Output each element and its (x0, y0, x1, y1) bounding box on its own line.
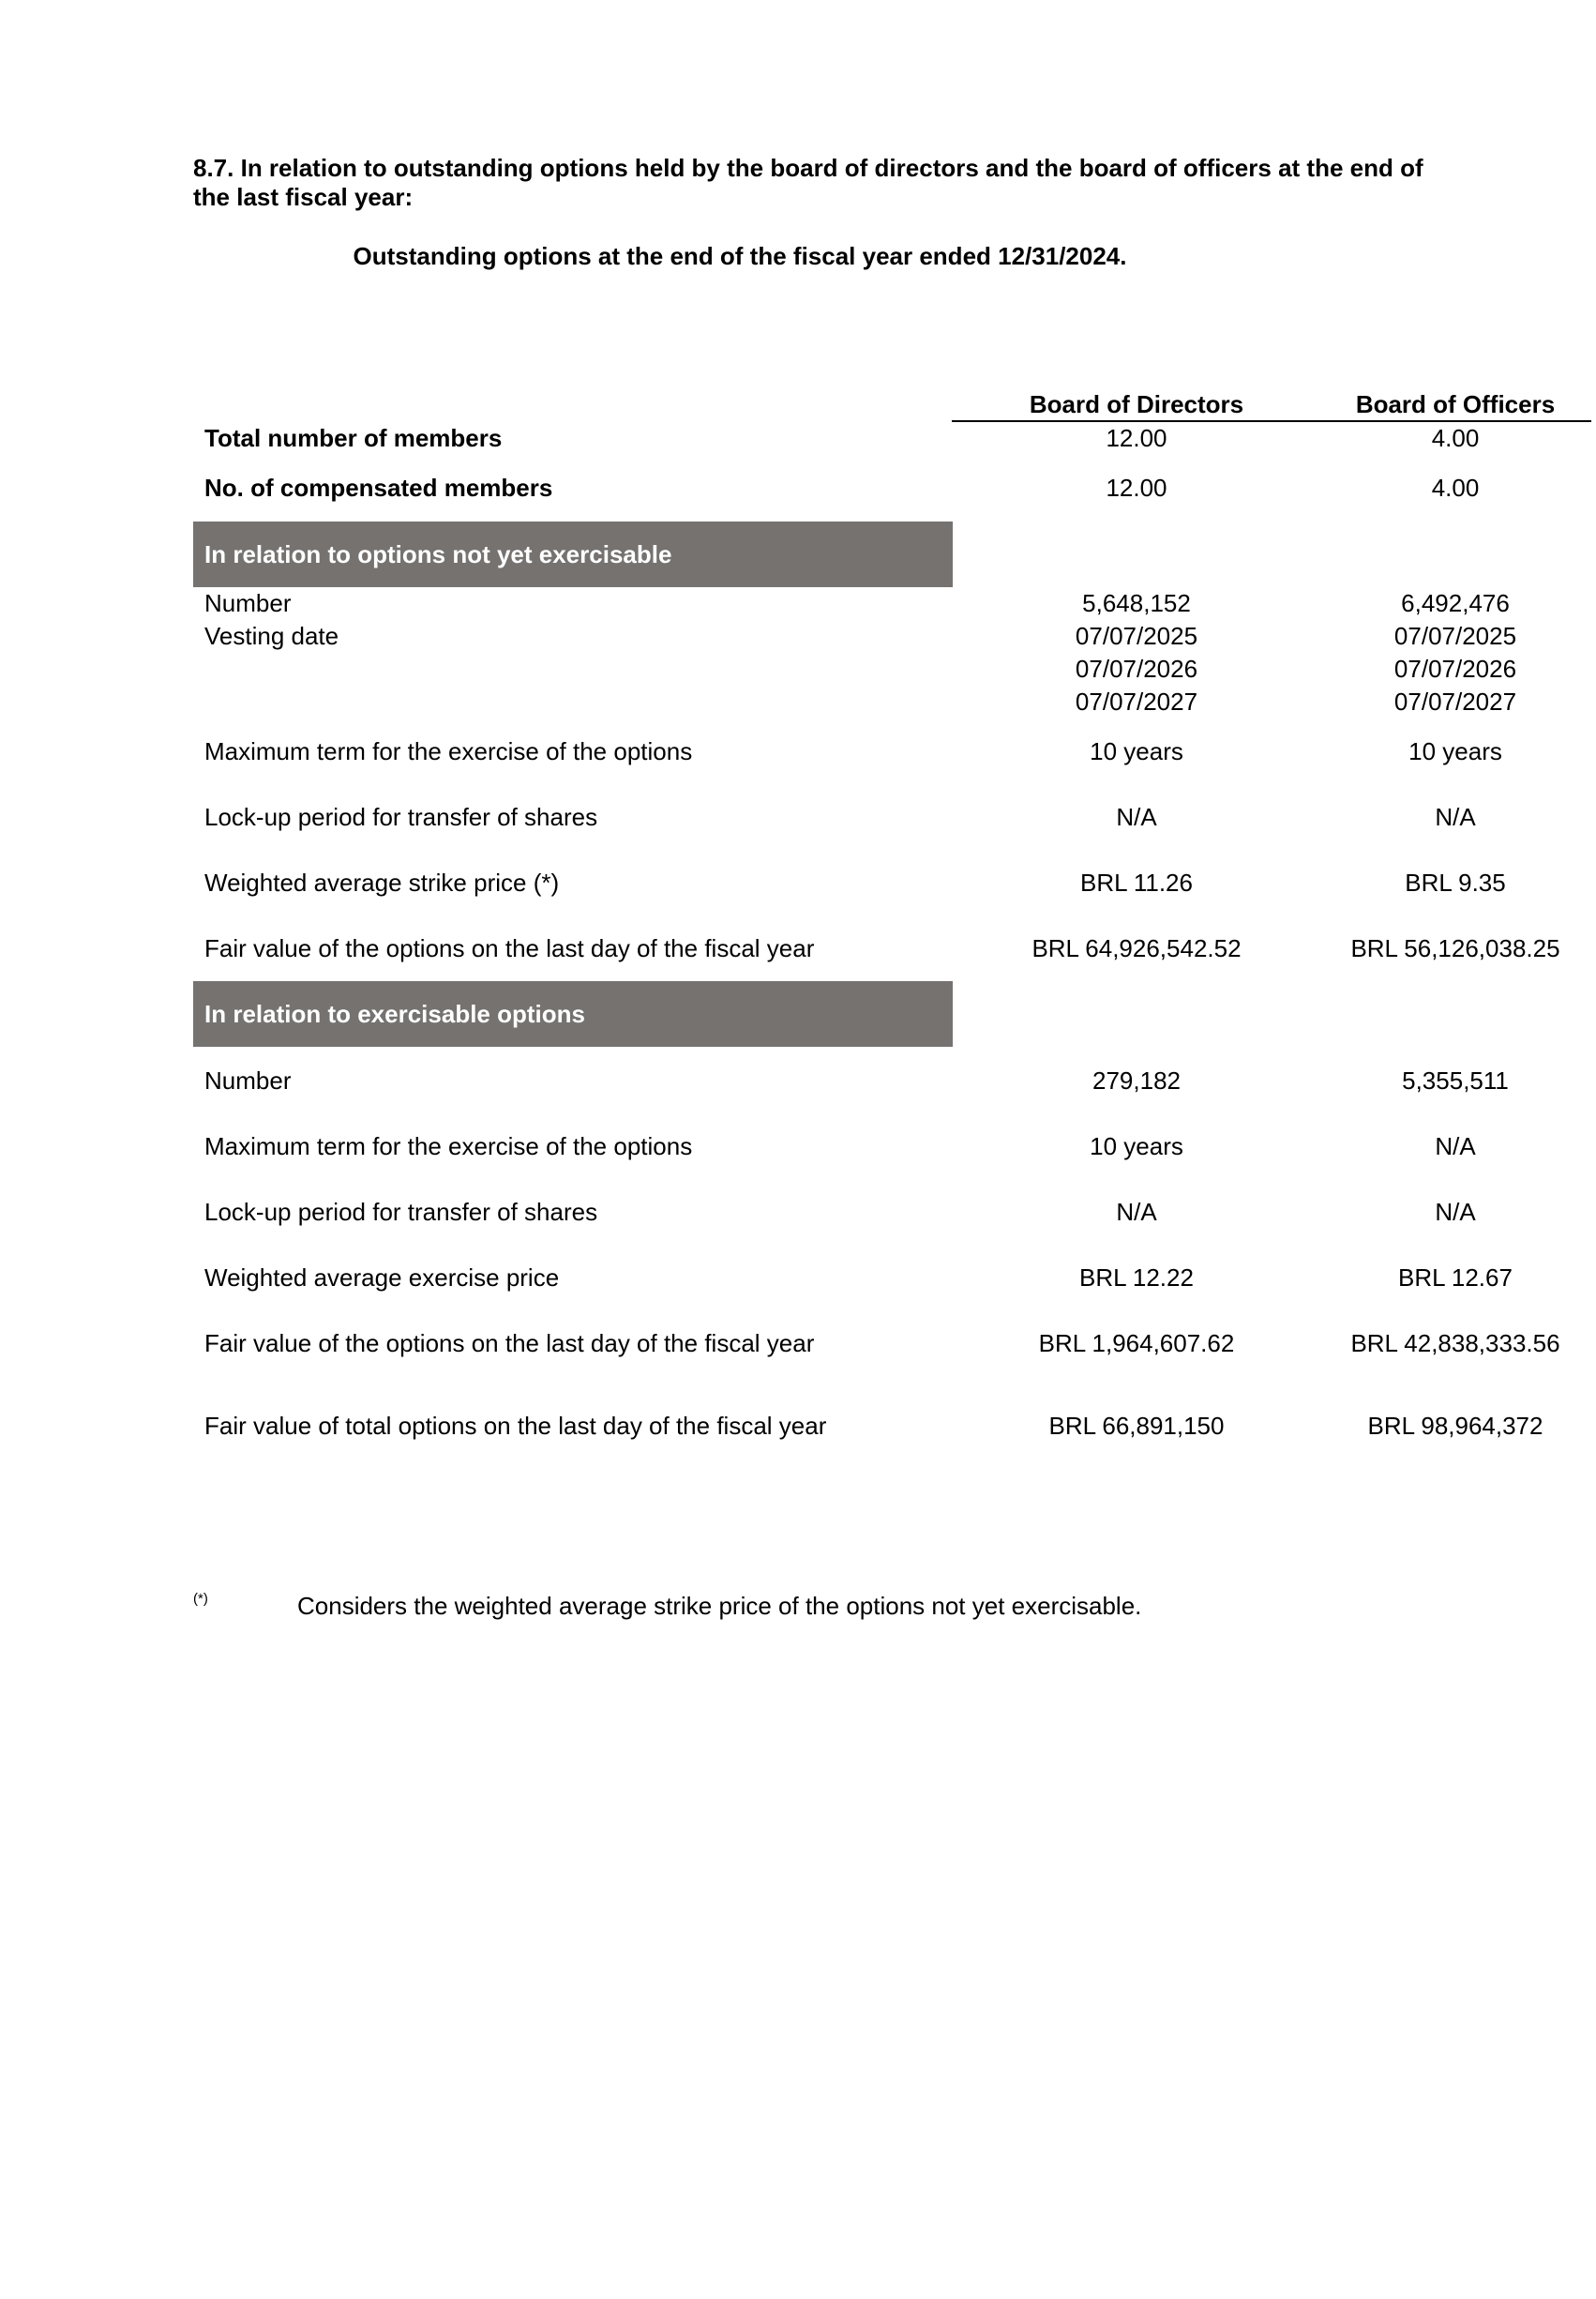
header-rule (952, 420, 1591, 422)
table-subtitle (0, 242, 1596, 271)
row-label-strike-price: Weighted average strike price (*) (204, 869, 560, 897)
cell-officers-number: 6,492,476 (1401, 589, 1510, 617)
cell-directors-exercise-price: BRL 12.22 (1079, 1263, 1194, 1292)
cell-directors-vesting-date-1: 07/07/2025 (1075, 622, 1198, 650)
row-label-exercisable-fair-value: Fair value of the options on the last day of the fiscal year (204, 1329, 815, 1357)
row-label-exercisable-max-term: Maximum term for the exercise of the options (204, 1132, 693, 1160)
cell-officers-fair-value: BRL 56,126,038.25 (1350, 934, 1560, 962)
section-title-exercisable: In relation to exercisable options (204, 1000, 585, 1028)
cell-officers-lockup: N/A (1435, 803, 1476, 831)
cell-officers-max-term: 10 years (1408, 737, 1502, 765)
cell-officers-vesting-date-3: 07/07/2027 (1393, 688, 1517, 716)
section-title-not-exercisable: In relation to options not yet exercisable (204, 540, 672, 568)
cell-directors-exercisable-number: 279,182 (1092, 1066, 1181, 1095)
cell-officers-exercisable-max-term: N/A (1435, 1132, 1476, 1160)
section-band-not-exercisable (193, 522, 953, 587)
row-label-exercisable-lockup: Lock-up period for transfer of shares (204, 1198, 598, 1226)
cell-directors-number: 5,648,152 (1082, 589, 1191, 617)
cell-directors-exercisable-max-term: 10 years (1090, 1132, 1183, 1160)
row-label-total-fair-value: Fair value of total options on the last day of the fiscal year (204, 1412, 827, 1440)
cell-officers-exercisable-number: 5,355,511 (1402, 1066, 1509, 1095)
cell-directors-lockup: N/A (1116, 803, 1157, 831)
cell-officers-exercise-price: BRL 12.67 (1398, 1263, 1513, 1292)
cell-directors-compensated-members: 12.00 (1106, 474, 1167, 502)
section-heading: 8.7. In relation to outstanding options held by the board of directors and the board of officers at the end of the last fiscal year: (193, 154, 1423, 211)
row-label-vesting-date: Vesting date (204, 622, 339, 650)
column-header-officers: Board of Officers (1355, 390, 1556, 418)
footnote-mark: (*) (193, 1591, 208, 1607)
row-label-exercise-price: Weighted average exercise price (204, 1263, 560, 1292)
cell-directors-vesting-date-2: 07/07/2026 (1075, 655, 1198, 683)
row-label-fair-value: Fair value of the options on the last day of the fiscal year (204, 934, 815, 962)
cell-officers-total-members: 4.00 (1431, 424, 1480, 452)
section-band-exercisable (193, 981, 953, 1047)
cell-directors-exercisable-lockup: N/A (1116, 1198, 1157, 1226)
cell-directors-max-term: 10 years (1090, 737, 1183, 765)
subtitle-text: Outstanding options at the end of the fiscal year ended 12/31/2024. (353, 242, 1127, 270)
cell-directors-total-fair-value: BRL 66,891,150 (1048, 1412, 1225, 1440)
footnote-text: Considers the weighted average strike price of the options not yet exercisable. (297, 1592, 1142, 1620)
cell-directors-total-members: 12.00 (1106, 424, 1167, 452)
cell-officers-strike-price: BRL 9.35 (1405, 869, 1506, 897)
cell-officers-vesting-date-2: 07/07/2026 (1393, 655, 1517, 683)
cell-officers-exercisable-fair-value: BRL 42,838,333.56 (1350, 1329, 1560, 1357)
cell-officers-vesting-date-1: 07/07/2025 (1393, 622, 1517, 650)
row-label-compensated-members: No. of compensated members (204, 474, 553, 502)
cell-officers-total-fair-value: BRL 98,964,372 (1367, 1412, 1543, 1440)
cell-directors-strike-price: BRL 11.26 (1080, 869, 1193, 897)
row-label-number: Number (204, 589, 292, 617)
row-label-lockup: Lock-up period for transfer of shares (204, 803, 598, 831)
column-header-directors: Board of Directors (1029, 390, 1244, 418)
cell-directors-vesting-date-3: 07/07/2027 (1075, 688, 1198, 716)
cell-directors-exercisable-fair-value: BRL 1,964,607.62 (1038, 1329, 1235, 1357)
row-label-exercisable-number: Number (204, 1066, 292, 1095)
cell-directors-fair-value: BRL 64,926,542.52 (1031, 934, 1242, 962)
row-label-total-members: Total number of members (204, 424, 503, 452)
cell-officers-compensated-members: 4.00 (1431, 474, 1480, 502)
row-label-max-term: Maximum term for the exercise of the options (204, 737, 693, 765)
cell-officers-exercisable-lockup: N/A (1435, 1198, 1476, 1226)
